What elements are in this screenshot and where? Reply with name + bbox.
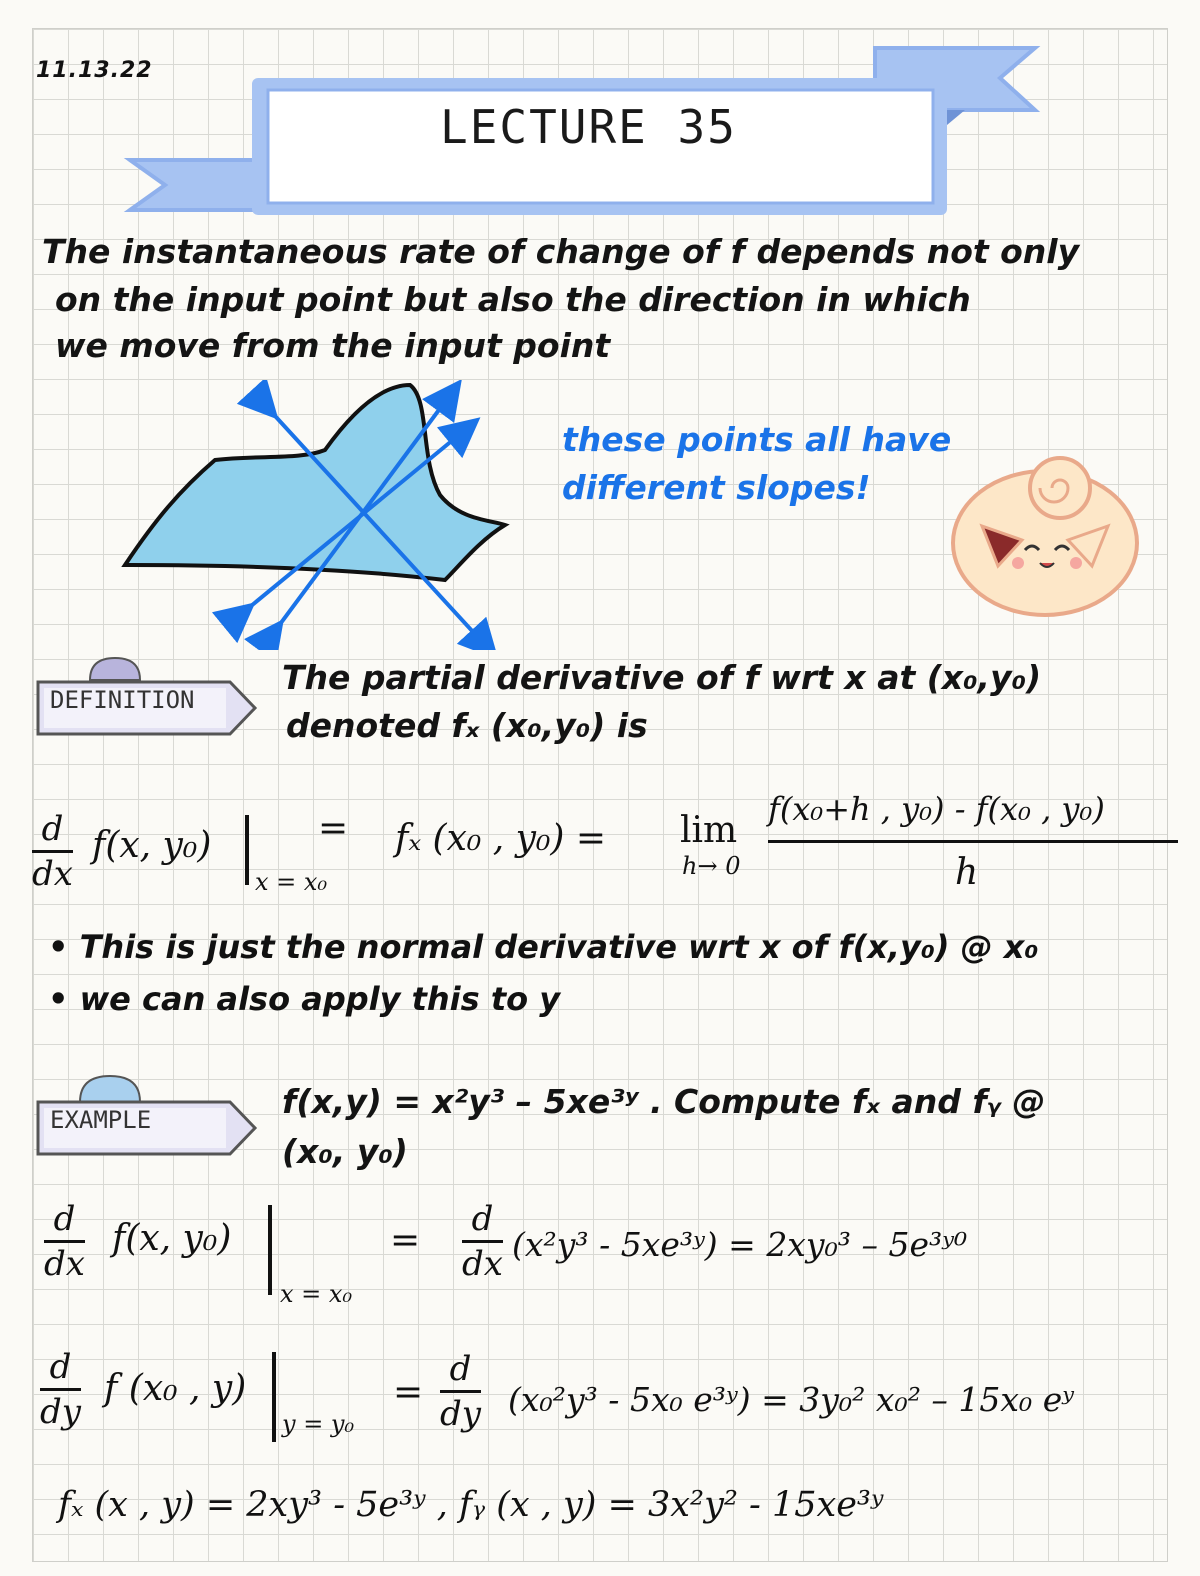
step2-ddy2-den: dy bbox=[440, 1394, 481, 1434]
formula-frac-den: h bbox=[955, 852, 979, 893]
step1-ddx-num: d bbox=[53, 1199, 76, 1239]
step1-eval-bar bbox=[268, 1205, 272, 1295]
step2-rhs: (x₀²y³ - 5x₀ e³ʸ) = 3y₀² x₀² – 15x₀ eʸ bbox=[508, 1380, 1074, 1419]
step2-ddy2 bbox=[440, 1349, 481, 1434]
lecture-title: LECTURE 35 bbox=[440, 100, 737, 154]
step1-rhs: (x²y³ - 5xe³ʸ) = 2xy₀³ – 5e³ʸ⁰ bbox=[512, 1225, 968, 1264]
step1-ddx2-den: dx bbox=[462, 1244, 503, 1284]
definition-line-1: The partial derivative of f wrt x at (x₀,y₀) bbox=[282, 658, 1042, 697]
formula-ddx-den: dx bbox=[32, 854, 73, 894]
example-line-1: f(x,y) = x²y³ – 5xe³ʸ . Compute fₓ and fᵧ @ bbox=[282, 1082, 1046, 1121]
bullet-1-text: This is just the normal derivative wrt x of f(x,y₀) @ x₀ bbox=[79, 928, 1039, 966]
formula-eq: = bbox=[318, 808, 349, 849]
formula-lim-sub: h→ 0 bbox=[682, 852, 741, 880]
step2-ddy2-num: d bbox=[449, 1349, 472, 1389]
step1-eq: = bbox=[390, 1220, 421, 1261]
step1-ddx-bar bbox=[44, 1240, 85, 1243]
creature-sticker bbox=[940, 448, 1150, 623]
bullet-2: • we can also apply this to y bbox=[48, 980, 561, 1018]
formula-mid: fₓ (x₀ , y₀) = bbox=[395, 818, 607, 859]
example-label: EXAMPLE bbox=[50, 1106, 152, 1134]
annotation-line-1: these points all have bbox=[562, 420, 952, 459]
step1-ddx-den: dx bbox=[44, 1244, 85, 1284]
step1-ddx bbox=[44, 1199, 85, 1284]
definition-line-2: denoted fₓ (x₀,y₀) is bbox=[286, 706, 648, 745]
formula-frac-bar bbox=[768, 840, 1178, 843]
annotation-line-2: different slopes! bbox=[562, 468, 871, 507]
ribbon-left-tail bbox=[130, 160, 270, 210]
example-line-2: (x₀, y₀) bbox=[282, 1132, 408, 1171]
formula-ddx-num: d bbox=[41, 809, 64, 849]
intro-line-1: The instantaneous rate of change of f depends not only bbox=[42, 232, 1080, 271]
step2-ddy bbox=[40, 1347, 81, 1432]
step2-eq: = bbox=[393, 1372, 424, 1413]
step2-eval-bar bbox=[272, 1352, 276, 1442]
definition-label: DEFINITION bbox=[50, 686, 195, 714]
step1-lhs: f(x, y₀) bbox=[112, 1218, 232, 1259]
step1-ddx2-bar bbox=[462, 1240, 503, 1243]
step2-ddy-num: d bbox=[49, 1347, 72, 1387]
date: 11.13.22 bbox=[36, 58, 153, 83]
formula-eval-bar bbox=[245, 815, 249, 885]
step2-eval: y = y₀ bbox=[282, 1410, 355, 1438]
intro-line-2: on the input point but also the direction in which bbox=[55, 280, 971, 319]
final-result: fₓ (x , y) = 2xy³ - 5e³ʸ , fᵧ (x , y) = 3x²y² - 15xe³ʸ bbox=[58, 1485, 884, 1525]
step2-ddy2-bar bbox=[440, 1390, 481, 1393]
formula-ddx-bar bbox=[32, 850, 73, 853]
bullet-2-text: we can also apply this to y bbox=[79, 980, 561, 1018]
step1-eval: x = x₀ bbox=[280, 1280, 353, 1308]
step2-lhs: f (x₀ , y) bbox=[104, 1368, 247, 1409]
bullet-1: • This is just the normal derivative wrt x of f(x,y₀) @ x₀ bbox=[48, 928, 1039, 966]
surface-sketch bbox=[110, 380, 520, 650]
formula-frac-num: f(x₀+h , y₀) - f(x₀ , y₀) bbox=[768, 790, 1105, 828]
step1-ddx2 bbox=[462, 1199, 503, 1284]
intro-line-3: we move from the input point bbox=[55, 326, 611, 365]
step2-ddy-bar bbox=[40, 1388, 81, 1391]
formula-lim: lim bbox=[680, 810, 738, 851]
step2-ddy-den: dy bbox=[40, 1392, 81, 1432]
formula-lhs: f(x, y₀) bbox=[92, 825, 212, 866]
step1-ddx2-num: d bbox=[471, 1199, 494, 1239]
formula-ddx bbox=[32, 809, 73, 894]
formula-eval: x = x₀ bbox=[255, 868, 328, 896]
